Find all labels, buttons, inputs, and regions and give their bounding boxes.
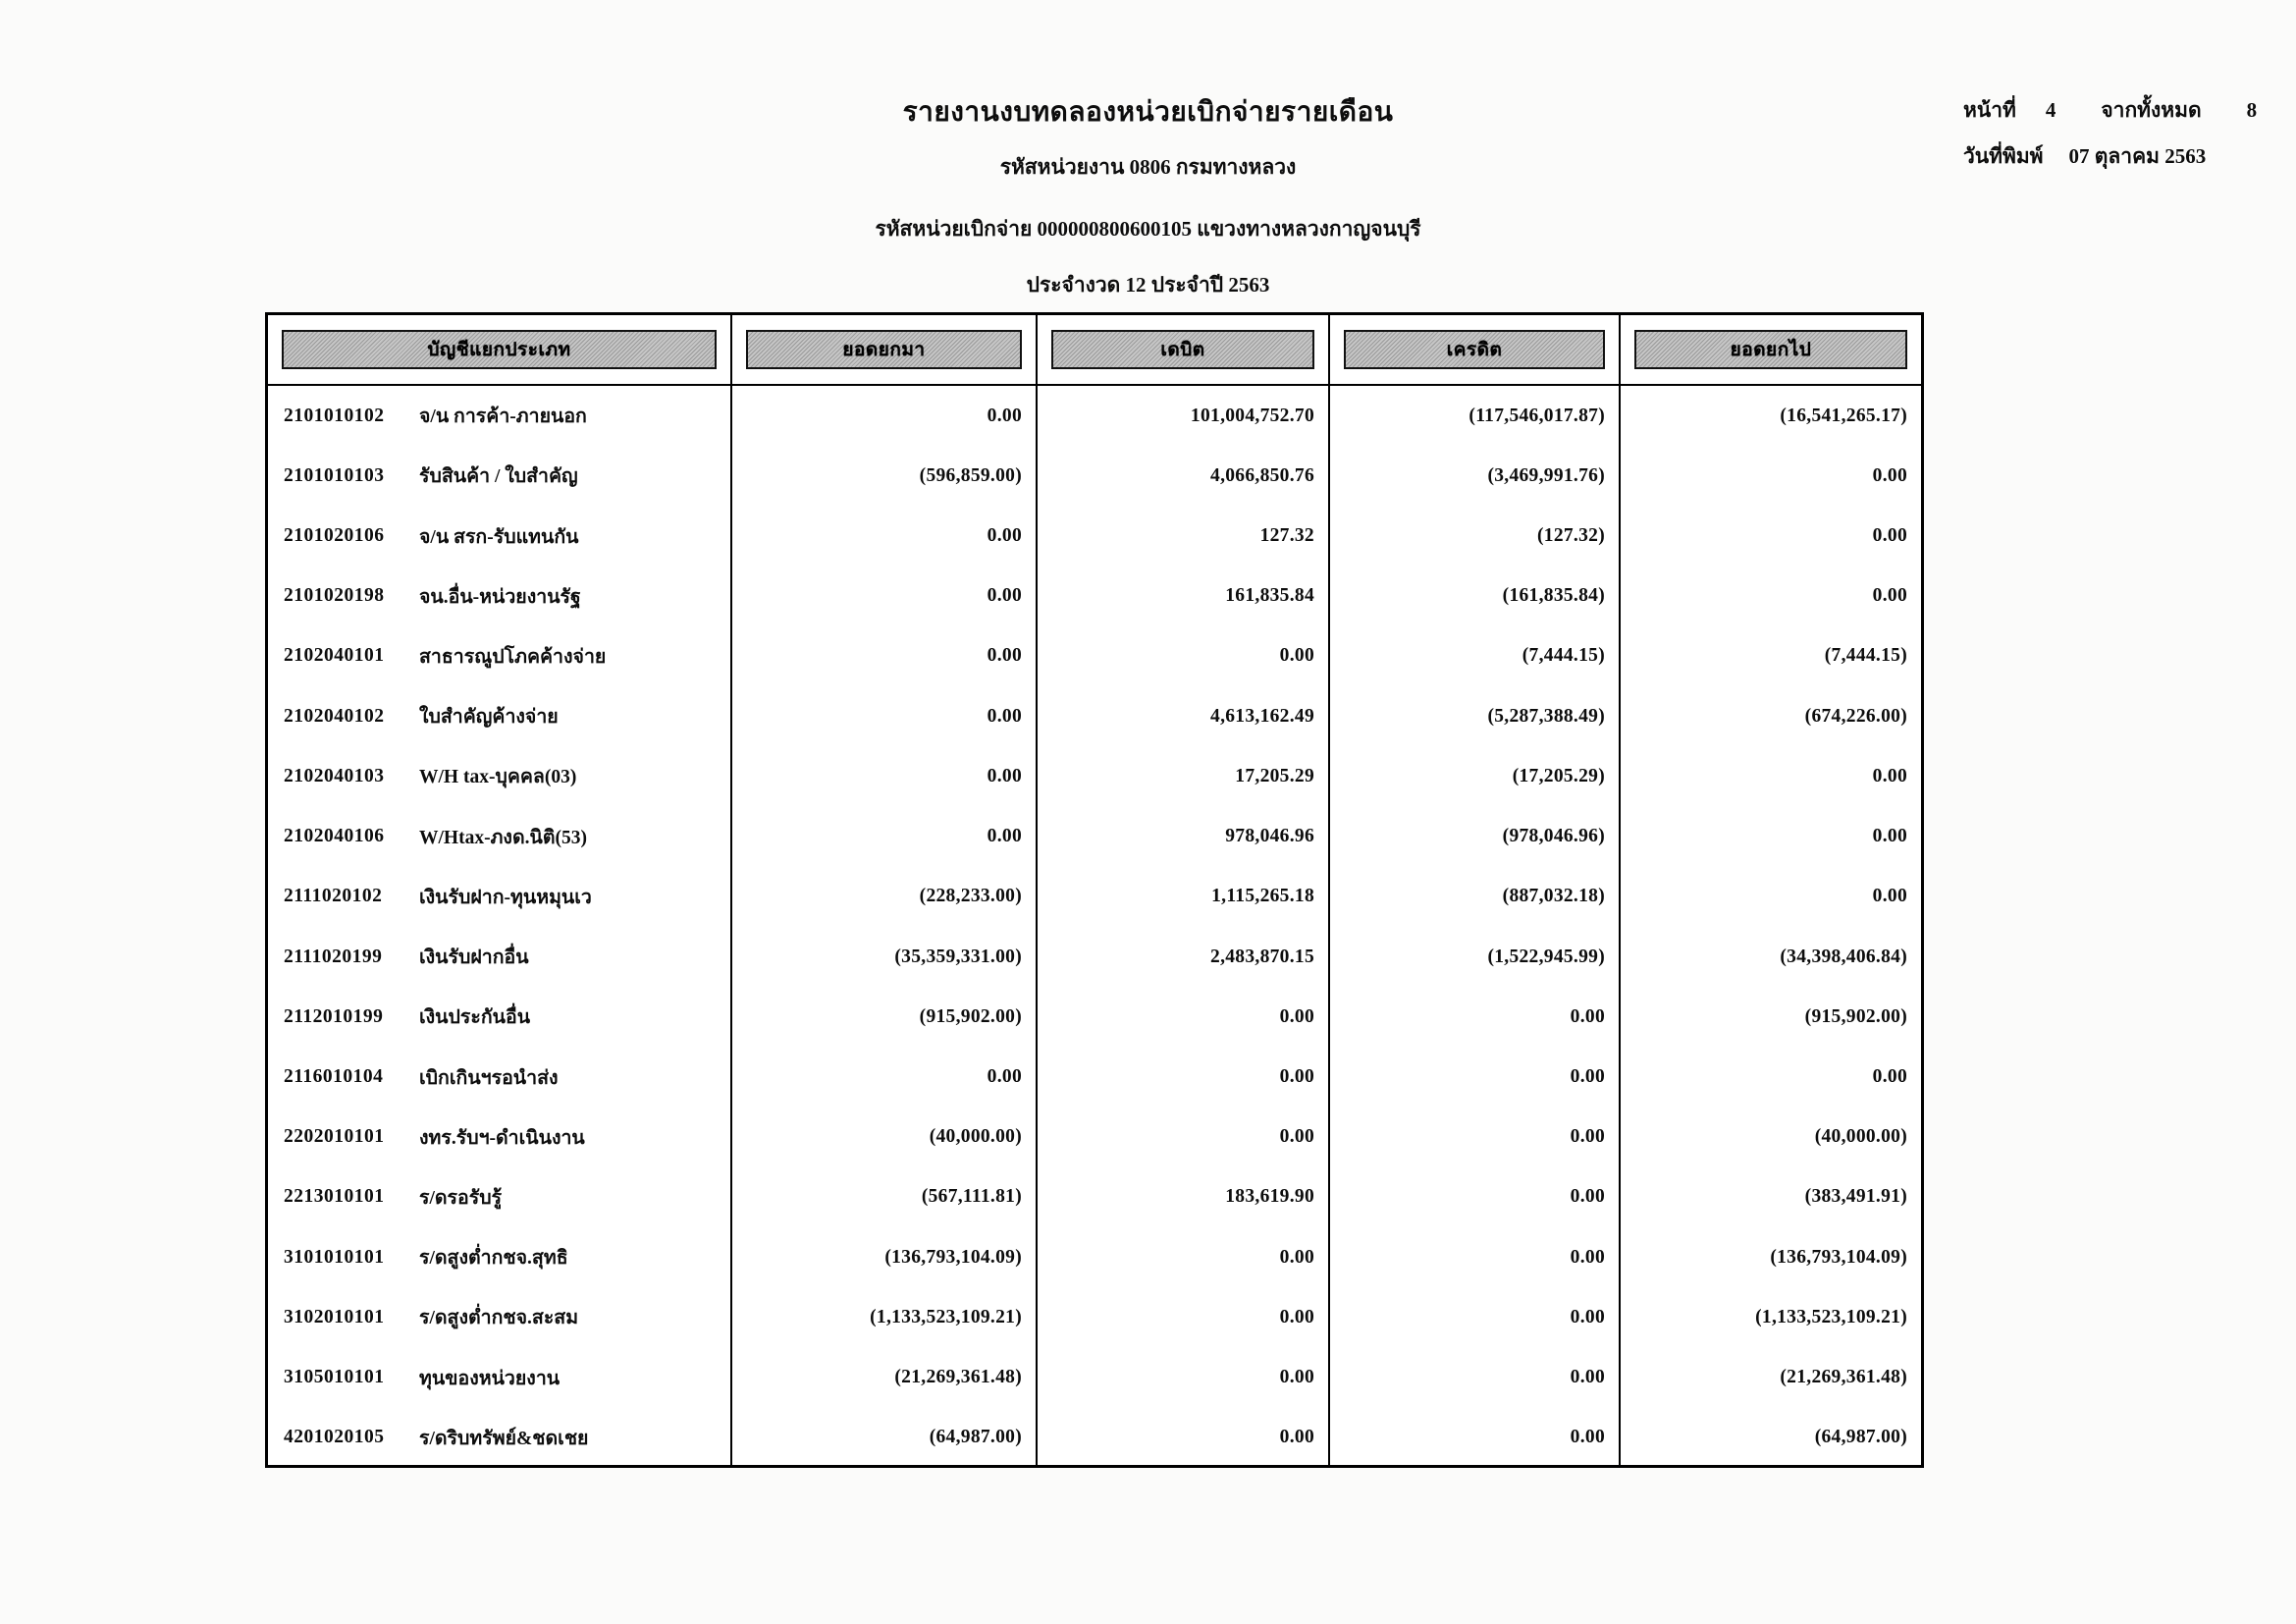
header-cell-carry-forward [1621,315,1921,384]
account-name: จ/น สรก-รับแทนกัน [419,526,579,548]
account-cell [268,626,732,686]
account-code: 3101010101 [284,1246,385,1268]
page-info-block [1963,94,2257,187]
table-row [268,686,1921,746]
page-number: 4 [2045,98,2056,122]
account-cell [268,867,732,927]
account-code: 2116010104 [284,1066,384,1088]
cell-credit: (3,469,991.76) [1330,446,1621,506]
header-cell-debit [1038,315,1330,384]
cell-carry-forward: (383,491.91) [1804,1186,1907,1208]
table-row [268,446,1921,506]
print-date: 07 ตุลาคม 2563 [2068,144,2207,168]
table-body [268,386,1921,1468]
cell-credit: 0.00 [1330,1108,1621,1167]
account-cell [268,807,732,867]
table-row [268,386,1921,446]
account-name: เงินรับฝากอื่น [419,947,529,969]
table-row [268,1408,1921,1468]
header-label-debit: เดบิต [1051,330,1314,369]
account-cell [268,386,732,446]
account-cell [268,1167,732,1227]
table-row [268,1227,1921,1287]
page-number-line [1963,94,2257,127]
cell-brought-forward: 0.00 [732,626,1038,686]
account-name: เงินรับฝาก-ทุนหมุนเว [419,887,592,908]
header-cell-credit [1330,315,1621,384]
cell-credit: (117,546,017.87) [1330,386,1621,446]
cell-credit: (1,522,945.99) [1330,927,1621,987]
account-code: 3102010101 [284,1306,385,1327]
cell-debit: 0.00 [1038,1108,1330,1167]
of-label: จากทั้งหมด [2101,98,2202,122]
cell-brought-forward: 0.00 [732,746,1038,806]
account-code: 2102040106 [284,826,385,847]
cell-brought-forward: (64,987.00) [732,1408,1038,1468]
cell-debit: 1,115,265.18 [1038,867,1330,927]
account-code: 2102040101 [284,645,385,667]
header-label-brought-forward: ยอดยกมา [746,330,1022,369]
account-name: ทุนของหน่วยงาน [419,1368,561,1389]
cell-debit: 4,613,162.49 [1038,686,1330,746]
cell-brought-forward: (136,793,104.09) [732,1227,1038,1287]
cell-debit: 0.00 [1038,1287,1330,1347]
cell-carry-forward: (40,000.00) [1814,1126,1907,1148]
account-code: 2111020102 [284,886,383,907]
cell-brought-forward: (1,133,523,109.21) [732,1287,1038,1347]
account-cell [268,1108,732,1167]
account-name: จ/น การค้า-ภายนอก [419,406,587,428]
cell-credit: 0.00 [1330,1167,1621,1227]
trial-balance-table [265,312,1924,1468]
cell-debit: 183,619.90 [1038,1167,1330,1227]
account-code: 2112010199 [284,1005,384,1027]
table-header-row [268,315,1921,386]
account-cell [268,446,732,506]
cell-carry-forward: (136,793,104.09) [1770,1246,1907,1268]
print-date-line [1963,140,2257,173]
header-cell-account [268,315,732,384]
account-code: 4201020105 [284,1427,385,1448]
cell-credit: (17,205.29) [1330,746,1621,806]
table-row [268,1047,1921,1107]
cell-carry-forward: (34,398,406.84) [1780,946,1907,967]
account-cell [268,1287,732,1347]
account-code: 3105010101 [284,1367,385,1388]
cell-carry-forward: 0.00 [1872,525,1907,547]
cell-brought-forward: 0.00 [732,567,1038,626]
table-row [268,1287,1921,1347]
account-name: ใบสำคัญค้างจ่าย [419,707,559,729]
account-code: 2102040103 [284,765,385,786]
header-label-account: บัญชีแยกประเภท [282,330,717,369]
cell-debit: 978,046.96 [1038,807,1330,867]
account-cell [268,686,732,746]
report-header [0,0,2296,301]
cell-credit: (5,287,388.49) [1330,686,1621,746]
cell-brought-forward: (915,902.00) [732,987,1038,1047]
cell-credit: 0.00 [1330,987,1621,1047]
account-cell [268,1047,732,1107]
cell-carry-forward: (64,987.00) [1814,1427,1907,1448]
cell-brought-forward: (596,859.00) [732,446,1038,506]
cell-carry-forward: (1,133,523,109.21) [1755,1306,1907,1327]
cell-brought-forward: 0.00 [732,686,1038,746]
header-label-carry-forward: ยอดยกไป [1634,330,1907,369]
table-row [268,1167,1921,1227]
cell-debit: 0.00 [1038,626,1330,686]
cell-brought-forward: 0.00 [732,1047,1038,1107]
table-row [268,506,1921,566]
cell-brought-forward: 0.00 [732,506,1038,566]
cell-brought-forward: (35,359,331.00) [732,927,1038,987]
cell-debit: 0.00 [1038,1348,1330,1408]
cell-carry-forward: (21,269,361.48) [1780,1367,1907,1388]
print-date-label: วันที่พิมพ์ [1963,144,2044,168]
account-code: 2101010102 [284,405,385,426]
total-pages: 8 [2246,98,2258,122]
cell-brought-forward: 0.00 [732,807,1038,867]
table-row [268,746,1921,806]
cell-credit: (7,444.15) [1330,626,1621,686]
cell-carry-forward: 0.00 [1872,464,1907,486]
cell-carry-forward: 0.00 [1872,1066,1907,1088]
account-code: 2101020198 [284,585,385,607]
account-name: เบิกเกินฯรอนำส่ง [419,1067,559,1089]
cell-debit: 0.00 [1038,1227,1330,1287]
table-row [268,867,1921,927]
cell-brought-forward: (228,233.00) [732,867,1038,927]
account-name: W/H tax-บุคคล(03) [419,767,577,788]
cell-credit: 0.00 [1330,1287,1621,1347]
account-name: ร/ดสูงต่ำกชจ.สะสม [419,1308,579,1329]
cell-brought-forward: (21,269,361.48) [732,1348,1038,1408]
cell-credit: (127.32) [1330,506,1621,566]
account-name: รับสินค้า / ใบสำคัญ [419,466,578,488]
account-code: 2101020106 [284,525,385,547]
account-code: 2102040102 [284,705,385,727]
account-name: ร/ดรอรับรู้ [419,1187,503,1209]
header-label-credit: เครดิต [1344,330,1605,369]
cell-credit: 0.00 [1330,1047,1621,1107]
cell-credit: (978,046.96) [1330,807,1621,867]
header-cell-brought-forward [732,315,1038,384]
page-label: หน้าที่ [1963,98,2016,122]
table-row [268,927,1921,987]
cell-carry-forward: 0.00 [1872,886,1907,907]
account-cell [268,1227,732,1287]
cell-brought-forward: (40,000.00) [732,1108,1038,1167]
cell-credit: 0.00 [1330,1227,1621,1287]
account-cell [268,506,732,566]
account-cell [268,1408,732,1468]
cell-credit: 0.00 [1330,1408,1621,1468]
cell-brought-forward: 0.00 [732,386,1038,446]
agency-line: รหัสหน่วยงาน 0806 กรมทางหลวง [999,155,1297,179]
cell-brought-forward: (567,111.81) [732,1167,1038,1227]
cell-carry-forward: 0.00 [1872,765,1907,786]
cell-debit: 161,835.84 [1038,567,1330,626]
table-row [268,1108,1921,1167]
cell-debit: 0.00 [1038,1408,1330,1468]
cell-debit: 0.00 [1038,987,1330,1047]
cell-carry-forward: (674,226.00) [1804,705,1907,727]
account-name: สาธารณูปโภคค้างจ่าย [419,646,607,668]
account-cell [268,927,732,987]
account-name: ร/ดสูงต่ำกชจ.สุทธิ [419,1248,568,1270]
disbursement-unit-line: รหัสหน่วยเบิกจ่าย 000000800600105 แขวงทางหลวงกาญจนบุรี [875,217,1421,241]
report-title: รายงานงบทดลองหน่วยเบิกจ่ายรายเดือน [902,97,1394,128]
cell-credit: (887,032.18) [1330,867,1621,927]
account-name: W/Htax-ภงด.นิติ(53) [419,827,587,848]
account-code: 2111020199 [284,946,383,967]
account-name: เงินประกันอื่น [419,1007,531,1029]
cell-carry-forward: (7,444.15) [1824,645,1907,667]
cell-carry-forward: 0.00 [1872,585,1907,607]
cell-carry-forward: (915,902.00) [1804,1005,1907,1027]
cell-credit: (161,835.84) [1330,567,1621,626]
period-line: ประจำงวด 12 ประจำปี 2563 [1026,273,1270,297]
table-row [268,987,1921,1047]
table-row [268,807,1921,867]
account-cell [268,987,732,1047]
cell-debit: 4,066,850.76 [1038,446,1330,506]
cell-credit: 0.00 [1330,1348,1621,1408]
table-row [268,626,1921,686]
cell-debit: 101,004,752.70 [1038,386,1330,446]
cell-debit: 2,483,870.15 [1038,927,1330,987]
account-cell [268,746,732,806]
account-name: จน.อื่น-หน่วยงานรัฐ [419,586,581,608]
account-name: ร/ดริบทรัพย์&ชดเชย [419,1428,589,1449]
account-name: งทร.รับฯ-ดำเนินงาน [419,1127,585,1149]
cell-debit: 17,205.29 [1038,746,1330,806]
cell-debit: 0.00 [1038,1047,1330,1107]
table-row [268,567,1921,626]
account-code: 2101010103 [284,464,385,486]
account-cell [268,567,732,626]
account-code: 2213010101 [284,1186,385,1208]
account-code: 2202010101 [284,1126,385,1148]
cell-debit: 127.32 [1038,506,1330,566]
table-row [268,1348,1921,1408]
account-cell [268,1348,732,1408]
cell-carry-forward: (16,541,265.17) [1780,405,1907,426]
cell-carry-forward: 0.00 [1872,826,1907,847]
